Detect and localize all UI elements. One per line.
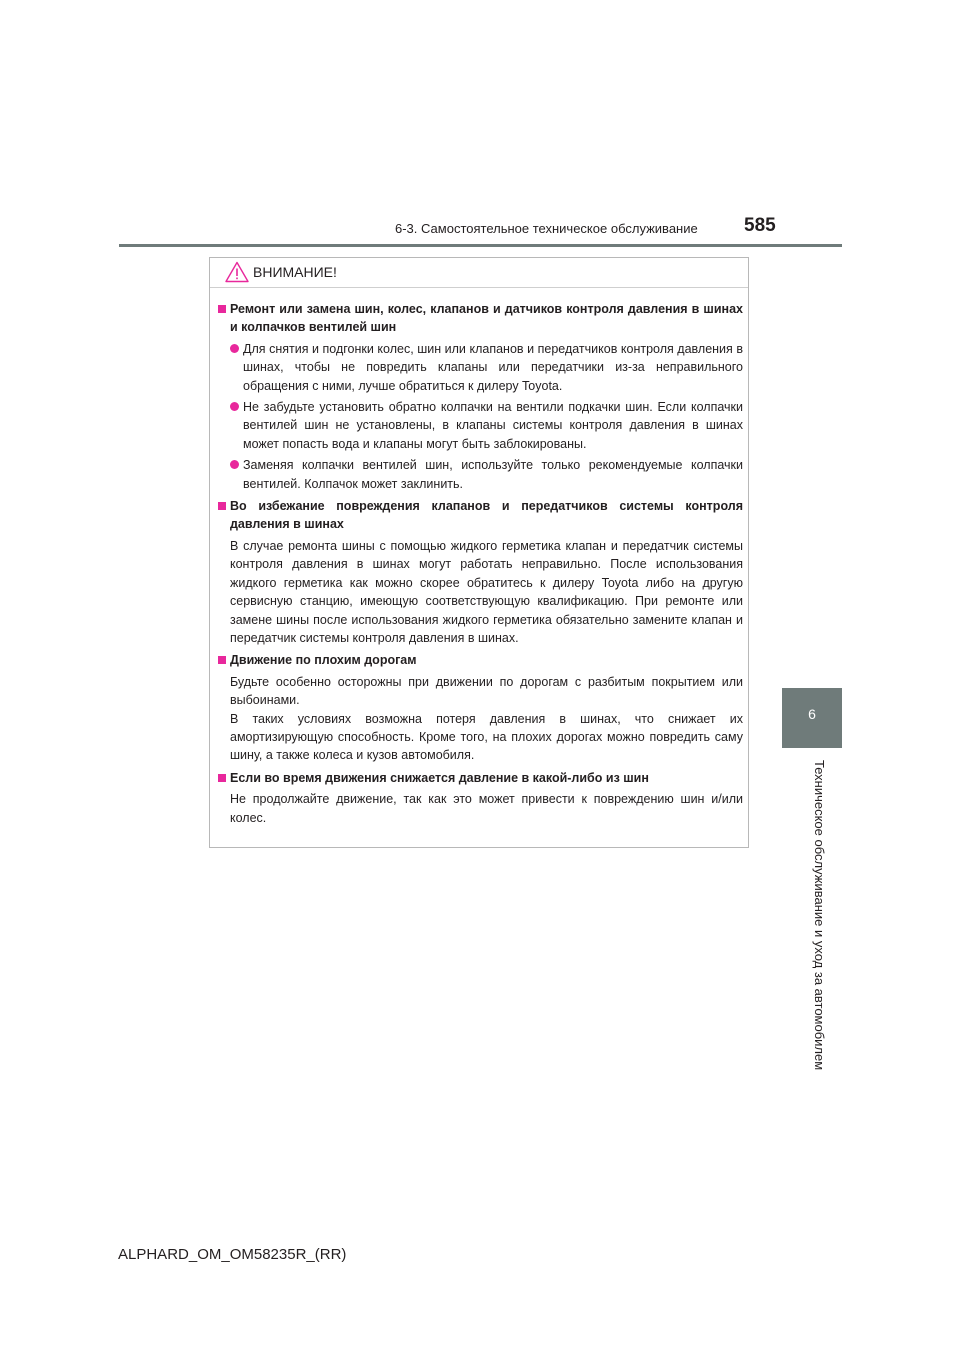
warning-header [210, 258, 748, 288]
chapter-tab [782, 688, 842, 748]
warning-triangle-icon [225, 261, 249, 283]
square-bullet-icon [218, 305, 226, 313]
round-bullet-icon [230, 344, 239, 353]
list-item [230, 398, 743, 453]
header-divider [119, 244, 842, 247]
paragraph: Не продолжайте движение, так как это может привести к повреждению шин и/или колес. [230, 792, 743, 825]
round-bullet-icon [230, 460, 239, 469]
chapter-title-vertical: Техническое обслуживание и уход за автомобилем [812, 760, 827, 1071]
round-bullet-icon [230, 402, 239, 411]
header-section-title: 6-3. Самостоятельное техническое обслуживание [395, 221, 698, 236]
square-bullet-icon [218, 502, 226, 510]
section-title: Если во время движения снижается давление в какой-либо из шин [230, 770, 649, 785]
section-title: Во избежание повреждения клапанов и передатчиков системы контроля давления в шинах [230, 499, 743, 532]
warning-body [218, 300, 743, 831]
warning-section [218, 300, 743, 493]
section-title: Движение по плохим дорогам [230, 653, 417, 668]
section-title: Ремонт или замена шин, колес, клапанов и датчиков контроля давления в шинах и колпачков вентилей шин [230, 302, 743, 335]
square-bullet-icon [218, 656, 226, 664]
list-item [230, 340, 743, 395]
warning-section [218, 497, 743, 647]
paragraph: В таких условиях возможна потеря давления в шинах, что снижает их амортизирующую способность. Кроме того, на плохих дорогах можно повредить саму шину, а также колеса и кузов автомобиля. [230, 711, 743, 763]
list-item-text: Для снятия и подгонки колес, шин или клапанов и передатчиков контроля давления в шинах, чтобы не повредить клапаны или передатчики из-за неправильного обращения с ними, лучше обратиться к дилеру Toyota. [243, 341, 743, 393]
list-item-text: Не забудьте установить обратно колпачки на вентили подкачки шин. Если колпачки вентилей шин не установлены, в клапаны системы контроля давления в шинах может попасть вода и клапаны могут быть заблокированы. [243, 400, 743, 451]
document-code: ALPHARD_OM_OM58235R_(RR) [118, 1246, 347, 1263]
list-item-text: Заменяя колпачки вентилей шин, используйте только рекомендуемые колпачки вентилей. Колпачок может заклинить. [243, 458, 743, 491]
chapter-tab-number: 6 [808, 706, 816, 722]
paragraph: Будьте особенно осторожны при движении по дорогам с разбитым покрытием или выбоинами. [230, 674, 743, 708]
square-bullet-icon [218, 774, 226, 782]
warning-section [218, 651, 743, 764]
page-number: 585 [744, 215, 776, 236]
paragraph: В случае ремонта шины с помощью жидкого герметика клапан и передатчик системы контроля давления в шинах могут работать неправильно. После использования жидкого герметика как можно скорее обратитесь к дилеру Toyota либо на другую сервисную станцию, имеющую соответствующую квалификацию. При ремонте или замене шины после использования жидкого герметика обязательно замените клапан и передатчик системы контроля давления в шинах. [230, 538, 743, 645]
warning-title: ВНИМАНИЕ! [253, 264, 337, 280]
warning-section [218, 769, 743, 827]
list-item [230, 456, 743, 493]
warning-box [209, 257, 749, 848]
